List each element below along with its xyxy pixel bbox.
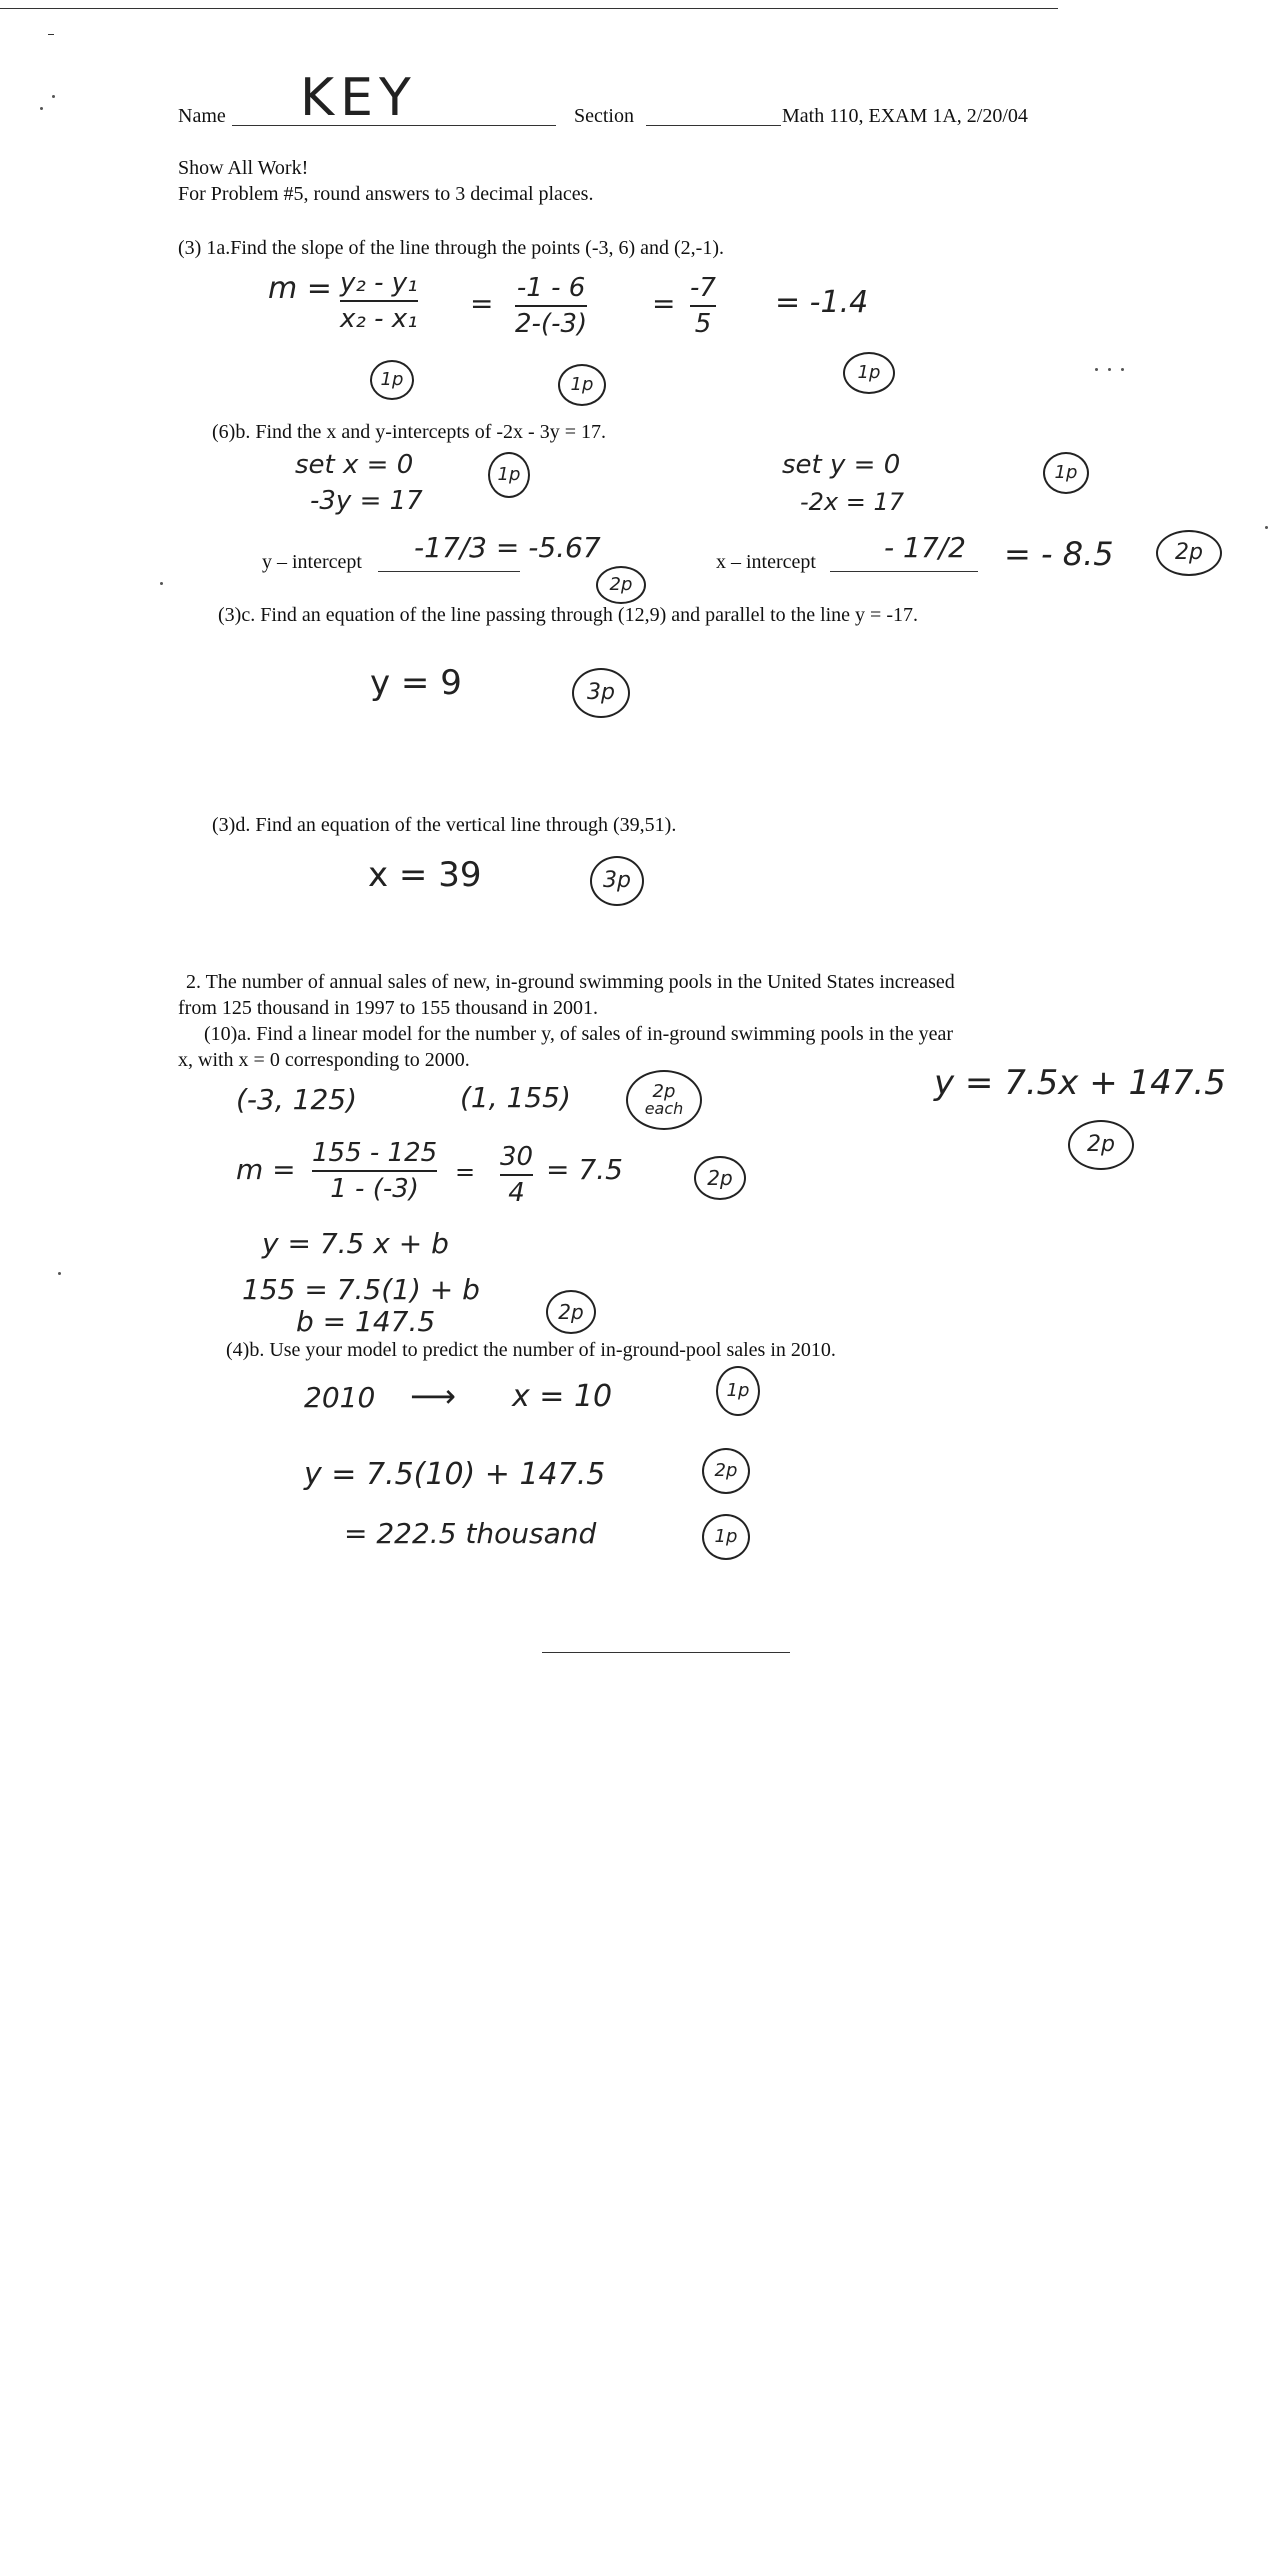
model-slope-m-label: m = [236, 1153, 296, 1186]
scan-speck [40, 107, 43, 110]
fraction-denominator: 4 [508, 1178, 525, 1208]
points-circle: 1p [488, 452, 530, 498]
fraction-denominator: x₂ - x₁ [340, 304, 418, 334]
fraction-numerator: y₂ - y₁ [340, 268, 418, 298]
equals-sign: = [455, 1158, 476, 1186]
name-label: Name [178, 105, 226, 127]
scan-speck [1108, 368, 1111, 371]
question-1c-prompt: (3)c. Find an equation of the line passing through (12,9) and parallel to the line y = -17. [218, 604, 918, 626]
fraction-bar [500, 1174, 533, 1176]
points-each-label: each [644, 1099, 684, 1118]
instructions-line-1: Show All Work! [178, 157, 309, 179]
model-slope-result: = 7.5 [546, 1153, 623, 1186]
fraction-bar [690, 305, 716, 307]
fraction-bar [340, 300, 418, 302]
points-circle-each [626, 1070, 702, 1130]
question-2a-prompt-line-1: (10)a. Find a linear model for the number y, of sales of in-ground swimming pools in the year [204, 1023, 954, 1045]
y-intercept-value: -17/3 = -5.67 [414, 531, 601, 564]
slope-result: = -1.4 [775, 285, 869, 320]
data-point-1: (-3, 125) [236, 1083, 358, 1116]
fraction-denominator: 5 [694, 309, 712, 339]
model-step-3: b = 147.5 [296, 1305, 436, 1338]
scan-speck [1265, 526, 1268, 529]
top-left-tick [48, 34, 54, 35]
final-model: y = 7.5x + 147.5 [934, 1063, 1226, 1103]
slope-formula-fraction [340, 270, 418, 332]
fraction-numerator: 30 [500, 1142, 534, 1172]
model-slope-simplified-fraction [500, 1144, 533, 1206]
x-intercept-underline [830, 571, 978, 572]
fraction-bar [515, 305, 587, 307]
scan-speck [52, 95, 55, 98]
right-equation: -2x = 17 [800, 488, 905, 516]
x-intercept-result: = - 8.5 [1004, 535, 1114, 573]
course-info: Math 110, EXAM 1A, 2/20/04 [782, 105, 1028, 127]
points-circle: 1p [1043, 452, 1089, 494]
scan-speck [58, 1272, 61, 1275]
x-value: x = 10 [512, 1379, 613, 1414]
instructions-line-2: For Problem #5, round answers to 3 decimal places. [178, 183, 594, 205]
y-intercept-label: y – intercept [262, 551, 362, 573]
arrow-icon: ⟶ [410, 1377, 456, 1415]
fraction-numerator: 155 - 125 [312, 1138, 438, 1168]
fraction-numerator: -7 [690, 273, 716, 303]
slope-substitution-fraction [515, 275, 587, 337]
points-circle: 1p [370, 360, 414, 400]
points-circle: 1p [702, 1514, 750, 1560]
points-circle: 2p [1068, 1120, 1134, 1170]
x-intercept-value: - 17/2 [884, 531, 966, 564]
year-value: 2010 [304, 1381, 376, 1414]
fraction-denominator: 1 - (-3) [330, 1174, 419, 1204]
left-equation: -3y = 17 [310, 486, 423, 516]
left-set-x: set x = 0 [295, 450, 414, 480]
equals-sign: = [652, 287, 676, 320]
points-circle: 2p [596, 566, 646, 604]
model-step-2: 155 = 7.5(1) + b [242, 1273, 480, 1306]
question-1c-answer: y = 9 [370, 663, 462, 703]
question-2-intro-line-2: from 125 thousand in 1997 to 155 thousand in 2001. [178, 997, 598, 1019]
name-value: KEY [300, 68, 417, 128]
prediction-calculation: y = 7.5(10) + 147.5 [304, 1457, 606, 1492]
scan-speck [1121, 368, 1124, 371]
fraction-bar [312, 1170, 437, 1172]
points-circle: 1p [843, 352, 895, 394]
section-label: Section [574, 105, 634, 127]
model-step-1: y = 7.5 x + b [262, 1227, 449, 1260]
points-circle: 2p [694, 1156, 746, 1200]
top-rule [0, 8, 1058, 9]
fraction-denominator: 2-(-3) [515, 309, 588, 339]
model-slope-fraction [312, 1140, 437, 1202]
y-intercept-underline [378, 571, 520, 572]
question-1d-answer: x = 39 [368, 855, 482, 895]
equals-sign: = [470, 287, 494, 320]
points-circle: 2p [702, 1448, 750, 1494]
points-circle: 1p [558, 364, 606, 406]
scan-speck [160, 582, 163, 585]
points-circle: 3p [590, 856, 644, 906]
slope-simplified-fraction [690, 275, 716, 337]
slope-m-label: m = [268, 271, 332, 306]
points-circle: 1p [716, 1366, 760, 1416]
right-set-y: set y = 0 [782, 450, 901, 480]
question-2a-prompt-line-2: x, with x = 0 corresponding to 2000. [178, 1049, 470, 1071]
points-circle: 2p [1156, 530, 1222, 576]
section-underline [646, 125, 781, 126]
question-2-intro-line-1: 2. The number of annual sales of new, in-ground swimming pools in the United States increased [186, 971, 955, 993]
bottom-rule [542, 1652, 790, 1653]
question-1a-prompt: (3) 1a.Find the slope of the line through the points (-3, 6) and (2,-1). [178, 237, 724, 259]
points-circle: 3p [572, 668, 630, 718]
scan-speck [1095, 368, 1098, 371]
data-point-2: (1, 155) [460, 1081, 571, 1114]
question-1b-prompt: (6)b. Find the x and y-intercepts of -2x - 3y = 17. [212, 421, 606, 443]
x-intercept-label: x – intercept [716, 551, 816, 573]
points-label: 2p [652, 1081, 676, 1102]
question-1d-prompt: (3)d. Find an equation of the vertical line through (39,51). [212, 814, 677, 836]
points-circle: 2p [546, 1290, 596, 1334]
fraction-numerator: -1 - 6 [516, 273, 586, 303]
question-2b-prompt: (4)b. Use your model to predict the number of in-ground-pool sales in 2010. [226, 1339, 836, 1361]
prediction-result: = 222.5 thousand [344, 1517, 597, 1550]
